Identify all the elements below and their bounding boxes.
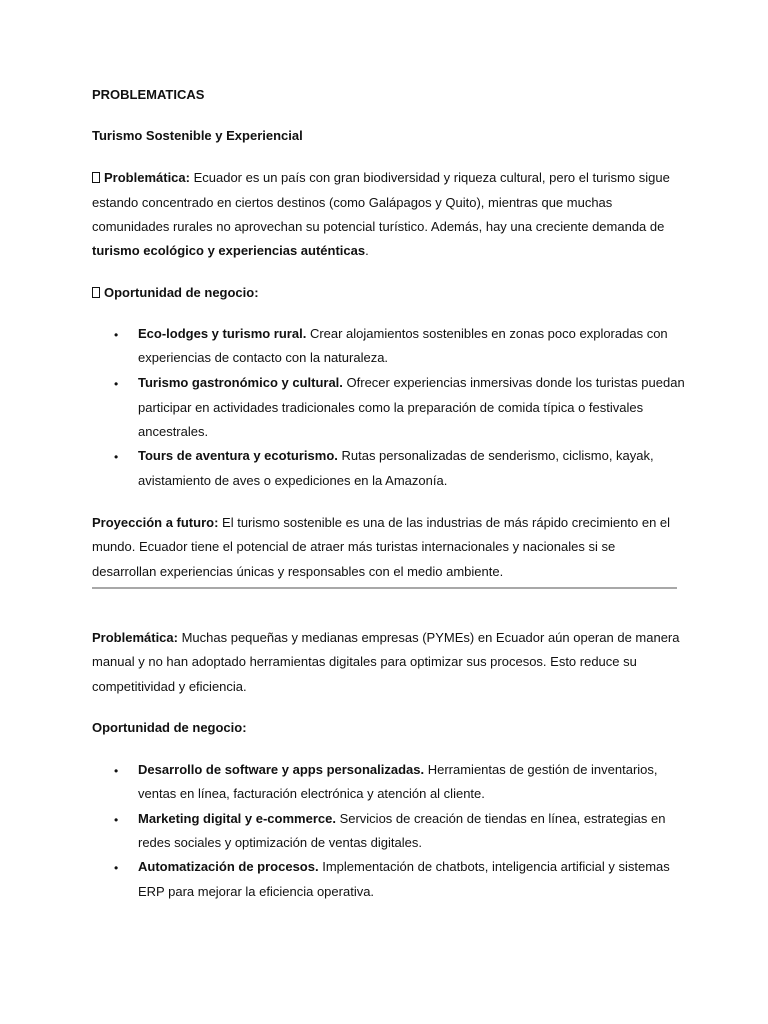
problem-paragraph-line: turismo ecológico y experiencias auténticas.: [92, 243, 369, 258]
bullet-icon: •: [114, 328, 119, 342]
projection-paragraph-line: desarrollan experiencias únicas y responsables con el medio ambiente.: [92, 564, 504, 579]
problem-paragraph-line: Problemática: Muchas pequeñas y medianas empresas (PYMEs) en Ecuador aún operan de manera: [92, 630, 680, 645]
missing-glyph-icon: [92, 172, 100, 183]
problem-paragraph-line: Problemática: Ecuador es un país con gran biodiversidad y riqueza cultural, pero el turismo sigue: [92, 170, 670, 186]
problem-paragraph-line: estando concentrado en ciertos destinos (como Galápagos y Quito), mientras que muchas: [92, 195, 613, 210]
bullet-icon: •: [114, 813, 119, 827]
bullet-icon: •: [114, 450, 119, 464]
bullet-icon: •: [114, 764, 119, 778]
bullet-icon: •: [114, 861, 119, 875]
section-title: Turismo Sostenible y Experiencial: [92, 128, 303, 143]
missing-glyph-icon: [92, 287, 100, 298]
problem-paragraph-line: competitividad y eficiencia.: [92, 679, 247, 694]
projection-paragraph-line: Proyección a futuro: El turismo sostenible es una de las industrias de más rápido crecimiento en el: [92, 515, 671, 530]
bullet-icon: •: [114, 377, 119, 391]
projection-paragraph-line: mundo. Ecuador tiene el potencial de atraer más turistas internacionales y nacionales si se: [92, 539, 616, 554]
document-heading: PROBLEMATICAS: [92, 87, 205, 102]
opportunity-heading: Oportunidad de negocio:: [92, 720, 247, 735]
opportunity-heading: Oportunidad de negocio:: [92, 285, 259, 301]
horizontal-divider: [92, 587, 677, 589]
problem-paragraph-line: comunidades rurales no aprovechan su potencial turístico. Además, hay una creciente demanda de: [92, 219, 665, 234]
problem-paragraph-line: manual y no han adoptado herramientas digitales para optimizar sus procesos. Esto reduce su: [92, 654, 637, 669]
